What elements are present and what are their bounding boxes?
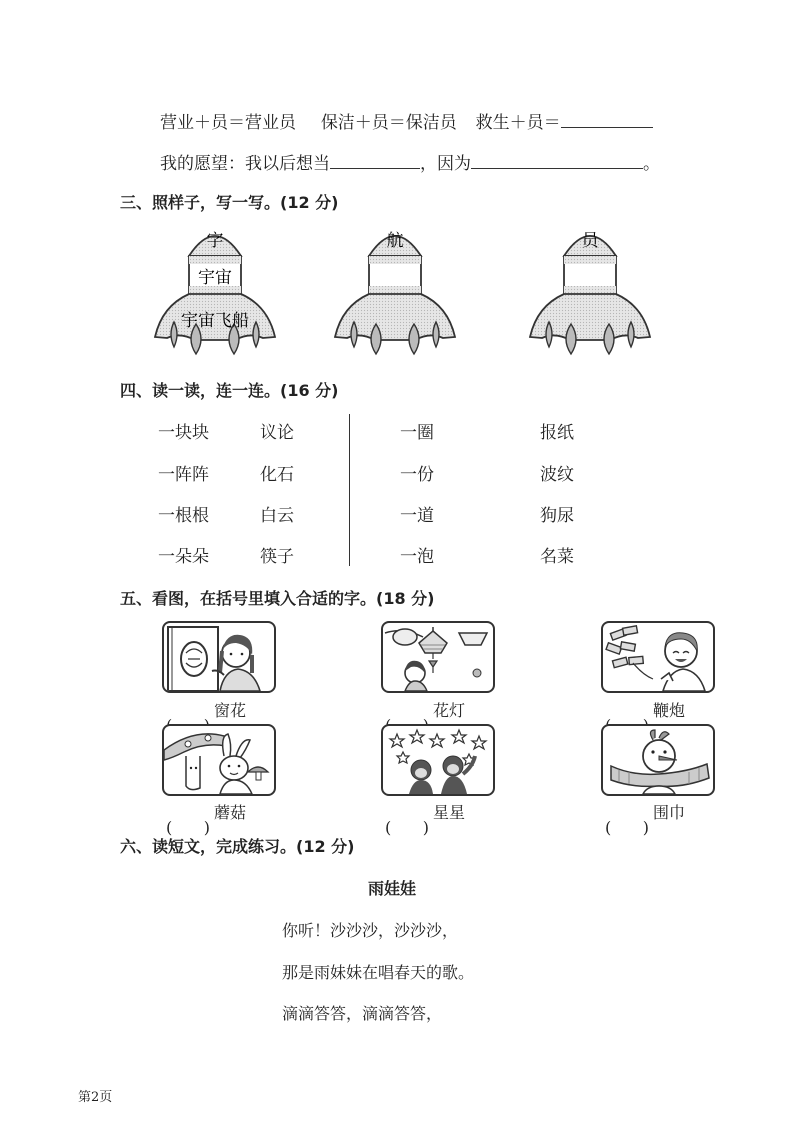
caption-6-word: 围巾 bbox=[653, 803, 686, 822]
match-right-a1[interactable]: 一圈 bbox=[400, 423, 434, 443]
reason-blank[interactable] bbox=[471, 152, 643, 169]
intro-line-2 bbox=[160, 149, 660, 174]
caption-1-word: 窗花 bbox=[214, 701, 247, 720]
match-right-a2[interactable]: 一份 bbox=[400, 465, 434, 485]
column-divider bbox=[349, 414, 350, 566]
period: 。 bbox=[643, 154, 660, 174]
answer-blank[interactable] bbox=[561, 111, 653, 128]
wish-prompt: 我的愿望：我以后想当 bbox=[160, 154, 330, 174]
match-left-b3[interactable]: 白云 bbox=[260, 506, 294, 526]
match-left-a1[interactable]: 一块块 bbox=[158, 423, 209, 443]
section-5-title: 五、看图，在括号里填入合适的字。(18 分) bbox=[120, 589, 435, 608]
section-4-title: 四、读一读，连一连。(16 分) bbox=[120, 381, 339, 400]
match-right-b1[interactable]: 报纸 bbox=[540, 423, 574, 443]
match-right-b4[interactable]: 名菜 bbox=[540, 547, 574, 567]
poem-line-3: 滴滴答答，滴滴答答， bbox=[282, 1004, 443, 1023]
exercise-prompt: 救生＋员＝ bbox=[475, 113, 561, 133]
rocket-1 bbox=[150, 222, 280, 360]
caption-1 bbox=[162, 698, 246, 721]
firecracker-icon bbox=[601, 621, 715, 693]
poem-title: 雨娃娃 bbox=[368, 879, 417, 898]
example-1: 营业＋员＝营业员 bbox=[160, 113, 296, 133]
match-right-a3[interactable]: 一道 bbox=[400, 506, 434, 526]
match-left-b4[interactable]: 筷子 bbox=[260, 547, 294, 567]
reason-prompt: ，因为 bbox=[420, 154, 471, 174]
monkeys-stars-icon bbox=[381, 724, 495, 796]
match-right-b3[interactable]: 狗尿 bbox=[540, 506, 574, 526]
section-3-title: 三、照样子，写一写。(12 分) bbox=[120, 193, 339, 212]
example-2: 保洁＋员＝保洁员 bbox=[320, 113, 457, 133]
caption-2-word: 花灯 bbox=[433, 701, 466, 720]
caption-6 bbox=[601, 800, 685, 823]
match-left-a4[interactable]: 一朵朵 bbox=[158, 547, 209, 567]
caption-3-word: 鞭炮 bbox=[653, 701, 686, 720]
rocket-1-bottom: 宇宙飞船 bbox=[181, 311, 249, 331]
match-left-b2[interactable]: 化石 bbox=[260, 465, 294, 485]
snowman-scarf-icon bbox=[601, 724, 715, 796]
caption-5 bbox=[381, 800, 465, 823]
rocket-2-top: 航 bbox=[386, 231, 404, 251]
wish-blank[interactable] bbox=[330, 152, 420, 169]
intro-line-1 bbox=[160, 108, 653, 133]
rocket-2 bbox=[330, 222, 460, 360]
page-number: 第2页 bbox=[78, 1090, 113, 1105]
rocket-3 bbox=[525, 222, 655, 360]
caption-3 bbox=[601, 698, 685, 721]
caption-5-word: 星星 bbox=[433, 803, 466, 822]
girl-paper-cutting-icon bbox=[162, 621, 276, 693]
rocket-1-top: 字 bbox=[206, 231, 224, 251]
rocket-1-middle: 宇宙 bbox=[198, 268, 232, 288]
lantern-icon bbox=[381, 621, 495, 693]
poem-line-1: 你听！沙沙沙，沙沙沙， bbox=[282, 921, 459, 940]
poem-line-2: 那是雨妹妹在唱春天的歌。 bbox=[282, 963, 475, 982]
match-right-a4[interactable]: 一泡 bbox=[400, 547, 434, 567]
match-left-b1[interactable]: 议论 bbox=[260, 423, 294, 443]
section-6-title: 六、读短文，完成练习。(12 分) bbox=[120, 837, 355, 856]
caption-4 bbox=[162, 800, 246, 823]
caption-2 bbox=[381, 698, 465, 721]
rocket-3-top: 员 bbox=[581, 231, 599, 251]
match-left-a3[interactable]: 一根根 bbox=[158, 506, 209, 526]
match-right-b2[interactable]: 波纹 bbox=[540, 465, 574, 485]
match-left-a2[interactable]: 一阵阵 bbox=[158, 465, 209, 485]
caption-4-word: 蘑菇 bbox=[214, 803, 247, 822]
rabbit-mushroom-icon bbox=[162, 724, 276, 796]
